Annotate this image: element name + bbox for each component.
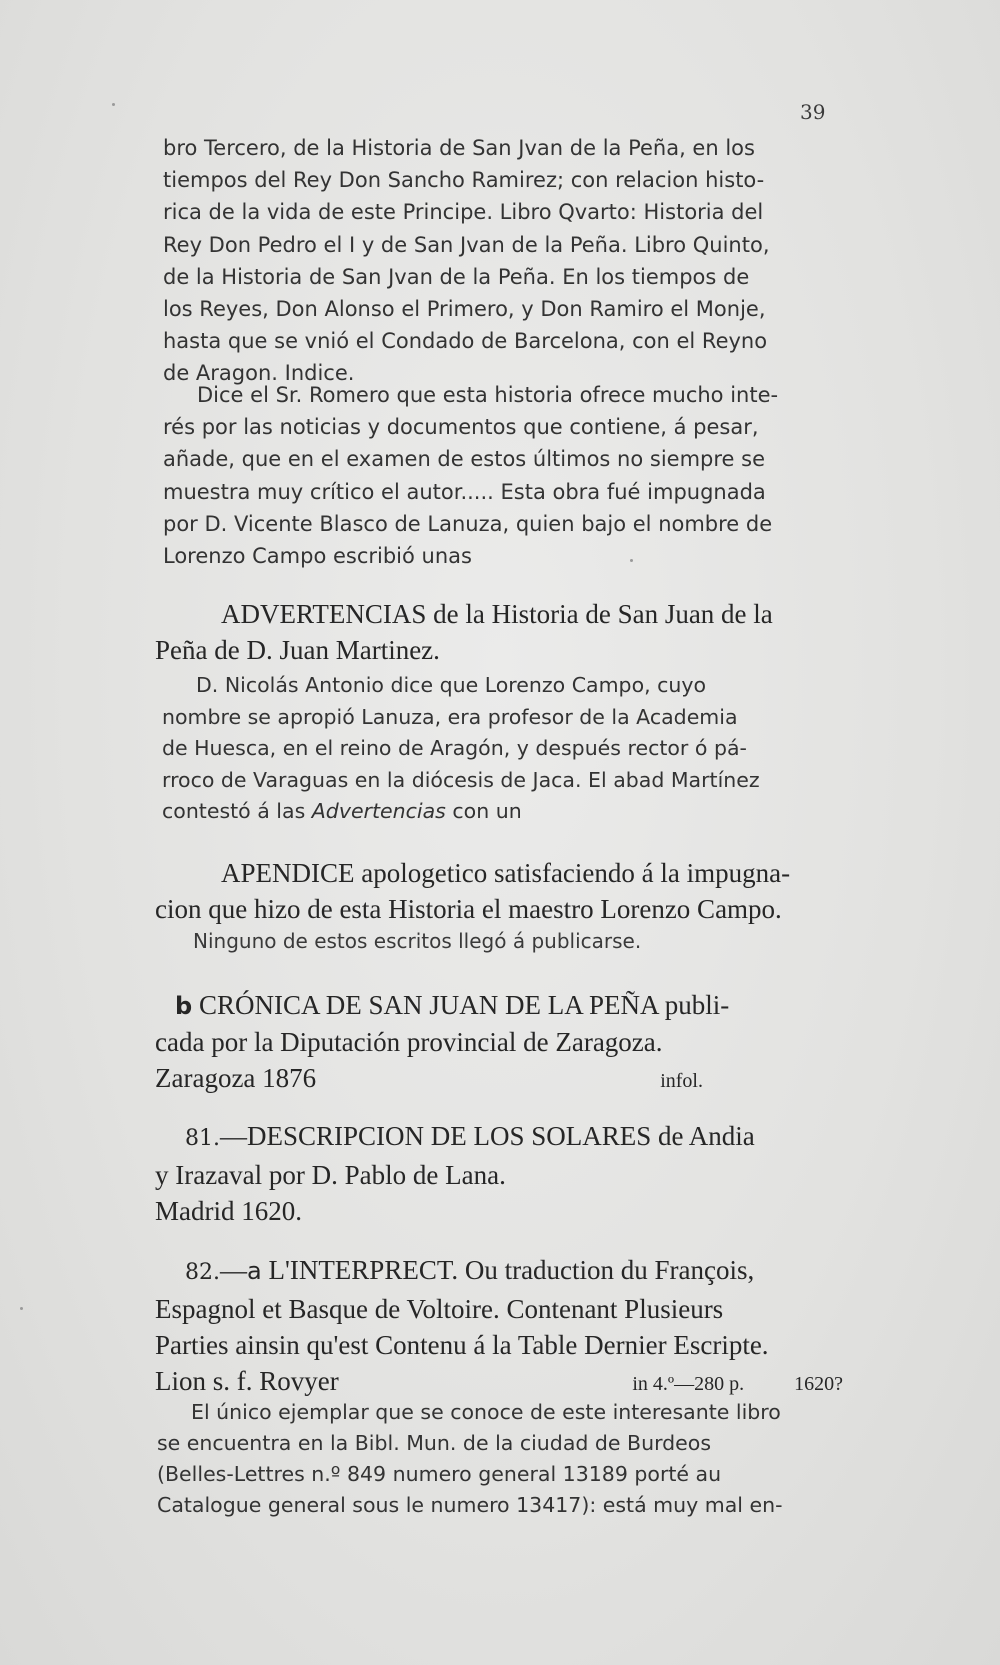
text-line: de Huesca, en el reino de Aragón, y después rector ó pá- [162,736,747,760]
entry-82 [155,1252,843,1402]
entry-number: 82. [185,1260,220,1285]
text-line: de la Historia de San Jvan de la Peña. En los tiempos de [163,264,750,289]
page-number: 39 [800,100,826,124]
title-text: L'INTERPRECT. Ou traduction du Françоis, [268,1255,755,1285]
entry-81 [155,1118,843,1229]
text-line: de Aragon. Indice. [163,361,355,386]
title-line: cada por la Diputación provincial de Zaragoza. [155,1027,663,1057]
text-line: rroco de Varaguas en la diócesis de Jaca. El abad Martínez [162,767,760,792]
text-line: muestra muy crítico el autor..... Esta obra fué impugnada [163,479,766,504]
title-line: Espagnol et Basque de Voltoire. Contenant Plusieurs [155,1294,724,1324]
note-apendice [193,926,641,957]
title-apendice [155,855,843,927]
note-line: Ninguno de estos escritos llegó á publicarse. [193,929,642,953]
text-line: D. Nicolás Antonio dice que Lorenzo Campo, cuyo [196,673,707,697]
text-line [162,796,842,828]
title-line: Peña de D. Juan Martinez. [155,635,440,665]
text-line: rés por las noticias y documentos que contiene, á pesar, [163,415,759,440]
paper-speck [630,559,633,562]
format: in 4.º—280 p. [632,1373,745,1395]
year: 1620? [794,1373,843,1395]
title-line [155,987,843,1024]
title-line: Parties ainsin qu'est Contenu á la Table Dernier Escripte. [155,1330,769,1360]
text-line: añade, que en el examen de estos últimos no siempre se [163,447,765,472]
text-segment: contestó á las [162,799,306,823]
text-line: nombre se apropió Lanuza, era profesor de la Academia [162,704,738,729]
text-line: bro Tercero, de la Historia de San Jvan de la Peña, en los [163,136,755,160]
paragraph-nicolas-antonio [162,670,842,828]
text-line: Lorenzo Campo escribió unas [163,544,472,569]
paper-speck [112,103,115,106]
text-line: por D. Vicente Blasco de Lanuza, quien bajo el nombre de [163,511,773,536]
title-line: y Irazaval por D. Pablo de Lana. [155,1160,506,1190]
text-line: El único ejemplar que se conoce de este interesante libro [191,1400,781,1424]
note-entry-82 [157,1397,843,1521]
title-line: APENDICE apologetico satisfaciendo á la impugna- [221,858,791,888]
entry-marker: b [175,992,193,1020]
format: infol. [660,1070,703,1092]
title-text: CRÓNICA DE SAN JUAN DE LA PEÑA publi- [198,990,730,1020]
text-line: tiempos del Rey Don Sancho Ramirez; con relacion histo- [163,168,765,193]
text-line: Dice el Sr. Romero que esta historia ofrece mucho inte- [197,383,779,407]
text-line: los Reyes, Don Alonso el Primero, y Don Ramiro el Monje, [163,297,766,322]
imprint: Madrid 1620. [155,1196,302,1226]
title-text: DESCRIPCION DE LOS SOLARES de Andia [247,1121,755,1151]
dash: — [220,1121,247,1151]
imprint-line [155,1060,703,1099]
title-line [155,1118,843,1157]
title-line: cion que hizo de esta Historia el maestro Lorenzo Campo. [155,894,782,924]
text-line: (Belles-Lettres n.º 849 numero general 13189 porté au [157,1462,722,1486]
title-line: ADVERTENCIAS de la Historia de San Juan de la [221,599,773,629]
entry-number: 81. [185,1126,220,1151]
text-line: rica de la vida de este Principe. Libro Qvarto: Historia del [163,200,764,225]
entry-marker: a [247,1257,262,1285]
title-advertencias [155,596,843,668]
paragraph-romero [163,379,843,572]
italic-title: Advertencias [311,799,446,823]
text-line: se encuentra en la Bibl. Mun. de la ciudad de Burdeos [157,1431,712,1455]
text-segment: con un [452,799,522,823]
imprint: Lion s. f. Rovyer [155,1366,339,1396]
paper-speck [20,1307,23,1310]
text-line: Rey Don Pedro el I y de San Jvan de la Peña. Libro Quinto, [163,232,770,257]
paragraph-book-contents [163,132,843,390]
text-line: Catalogue general sous le numero 13417): está muy mal en- [157,1493,783,1517]
text-line: hasta que se vnió el Condado de Barcelona, con el Reyno [163,329,768,354]
dash: — [220,1255,247,1285]
title-line [155,1252,843,1291]
imprint: Zaragoza 1876 [155,1063,317,1093]
entry-cronica [155,987,843,1099]
